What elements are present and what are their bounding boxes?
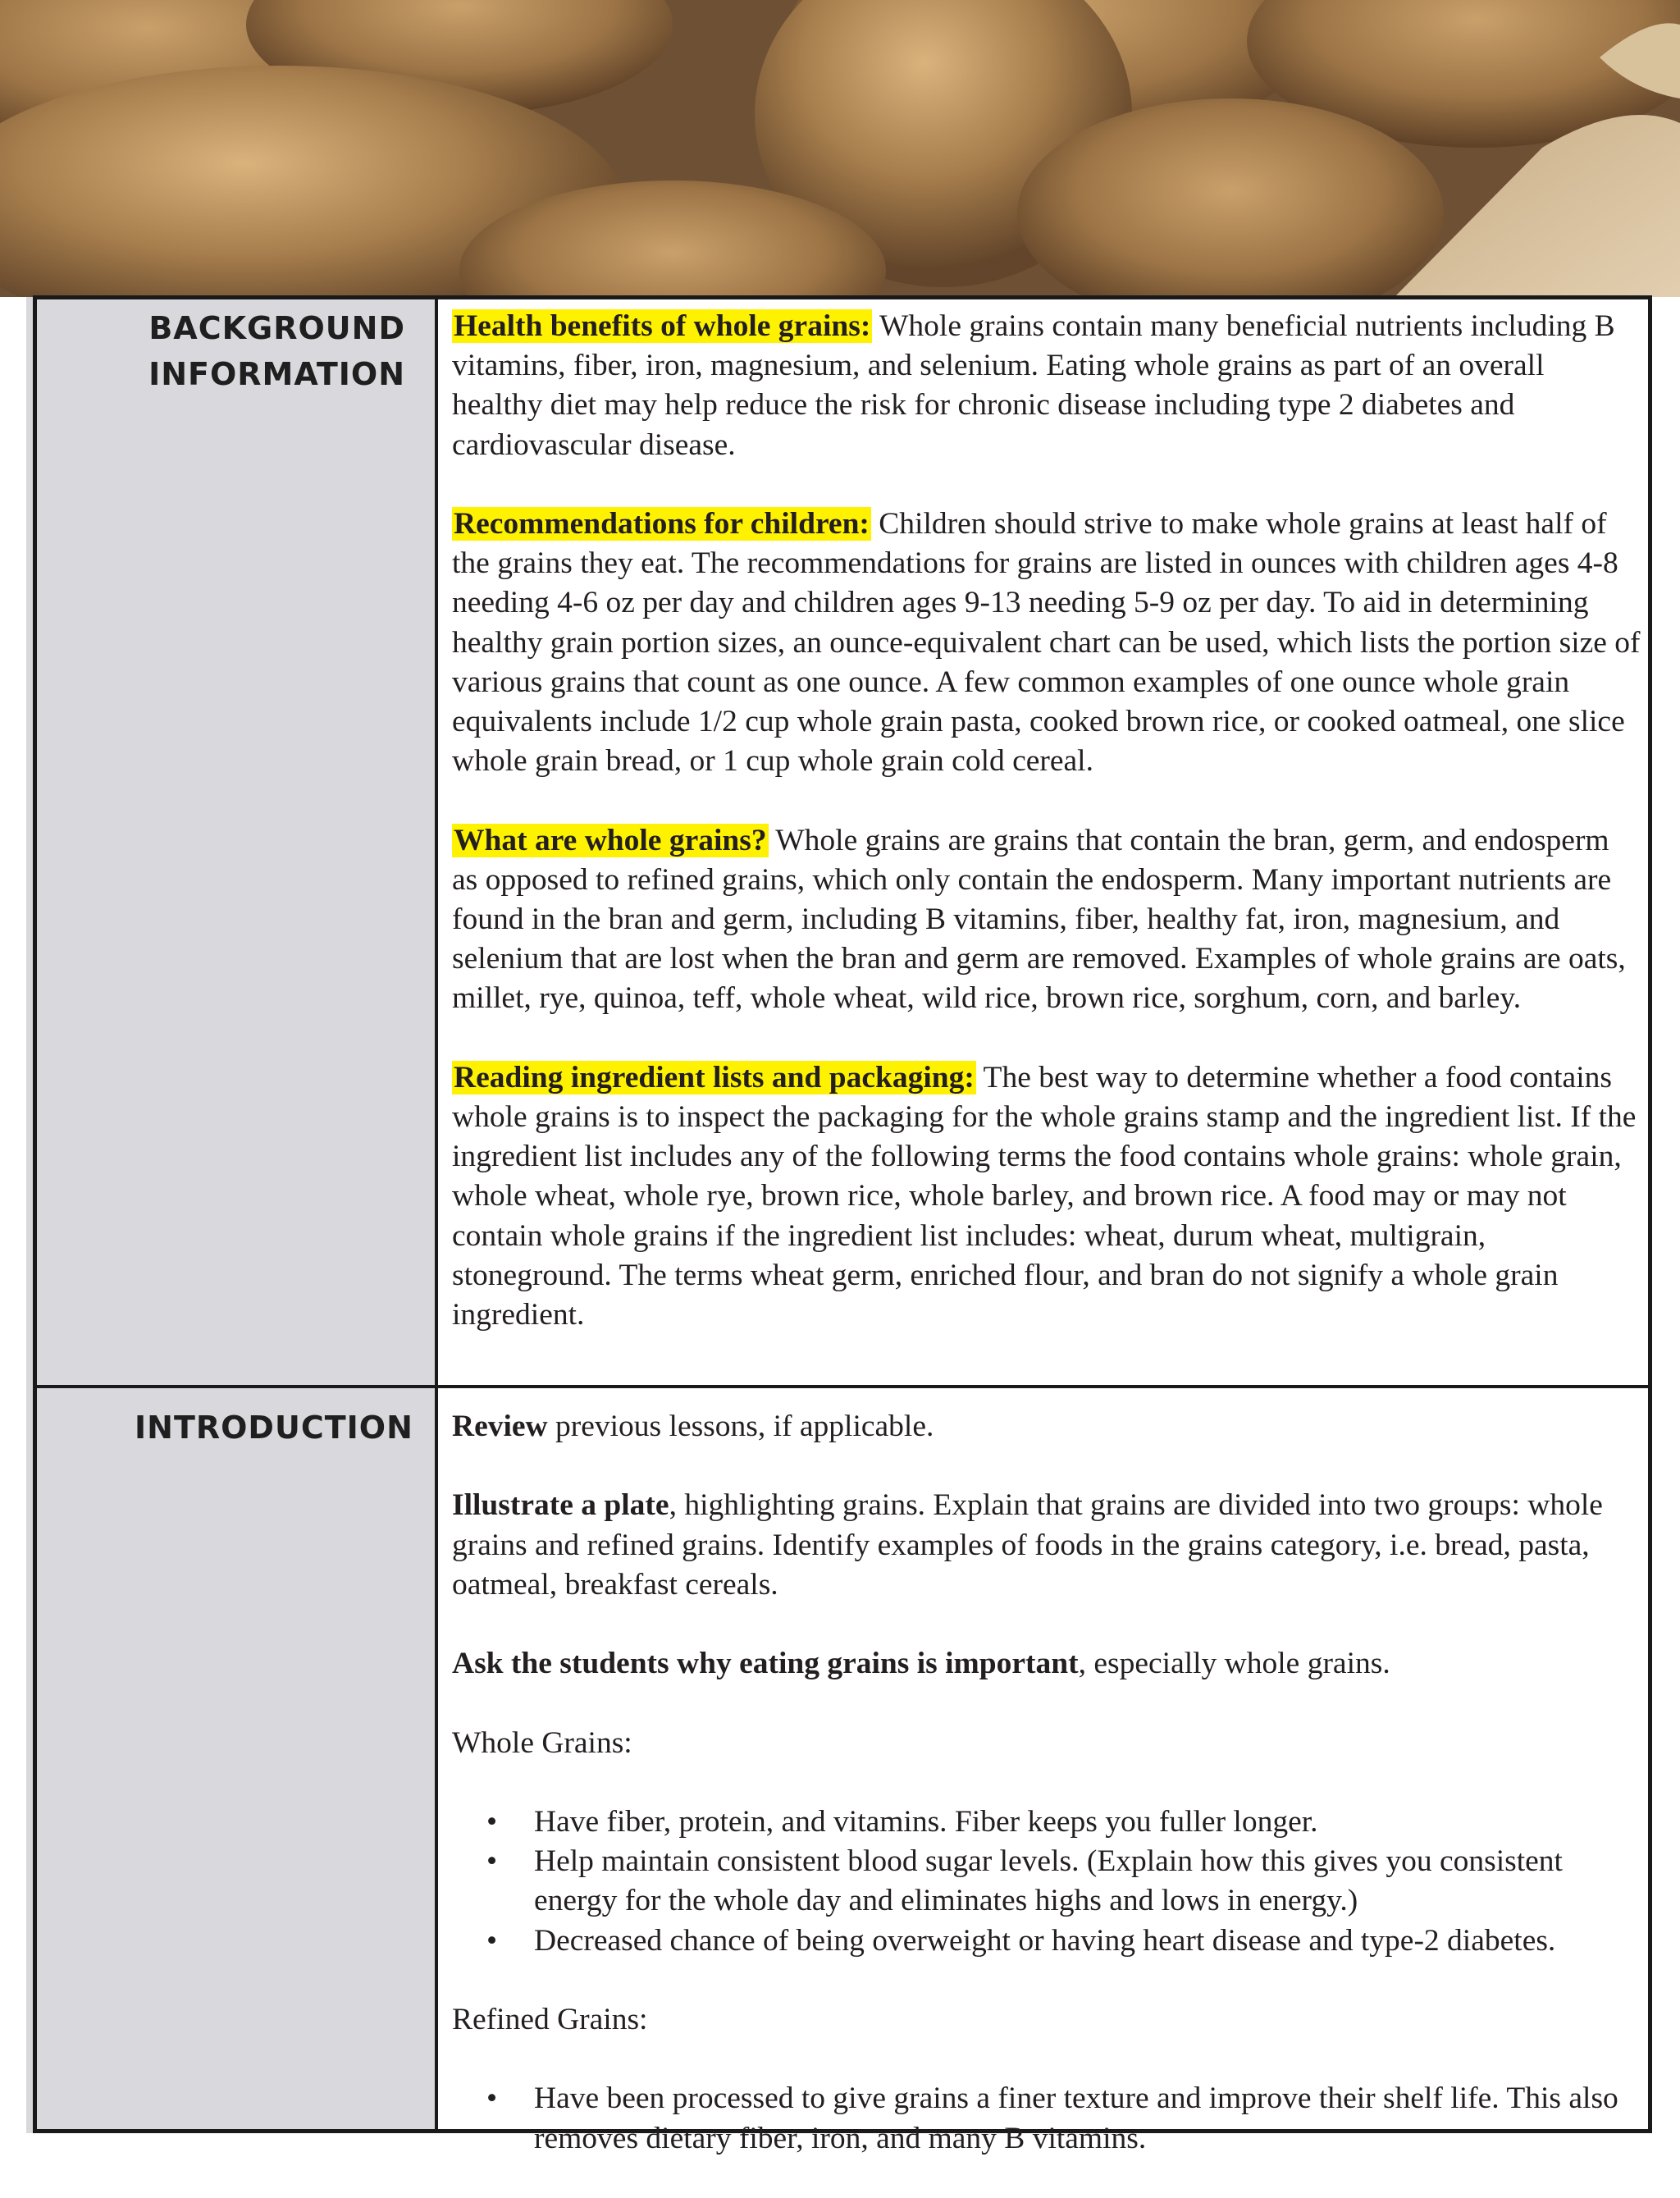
paragraph-text: Whole grains contain many beneficial nutrients including B vitamins, fiber, iron, magnesium, and selenium. Eating whole grains as part of an overall healthy diet may help reduce the risk for chronic disease including type 2 diabetes and cardiovascular disease. [452,309,1615,462]
background-information-content [452,307,1641,1374]
list-item: • Have fiber, protein, and vitamins. Fiber keeps you fuller longer. [534,1803,1641,1842]
row-divider [33,1385,1652,1388]
refined-grains-list [452,2079,1641,2158]
paragraph-text: , especially whole grains. [1078,1647,1390,1681]
label-introduction: INTRODUCTION [135,1410,413,1446]
paragraph-recommendations [452,505,1641,781]
bold-lead: Review [452,1410,548,1443]
highlight-heading: Health benefits of whole grains: [454,309,871,343]
highlight-heading: Reading ingredient lists and packaging: [454,1060,975,1094]
label-line-2: INFORMATION [148,356,405,392]
introduction-label [135,1405,413,1451]
list-item: • Help maintain consistent blood sugar levels. (Explain how this gives you consistent energy for the whole day and eliminates highs and lows in energy.) [534,1842,1641,1921]
bold-lead: Ask the students why eating grains is important [452,1647,1079,1681]
highlight-heading: What are whole grains? [454,823,767,857]
paragraph-what-are-whole-grains [452,821,1641,1019]
background-information-label [135,305,405,397]
header-bread-photo [0,0,1680,297]
introduction-content [452,1407,1641,2198]
label-line-1: BACKGROUND [148,310,405,346]
paragraph-health-benefits [452,307,1641,465]
column-divider [435,295,438,2133]
whole-grains-heading: Whole Grains: [452,1725,632,1760]
paragraph-reading-ingredients [452,1058,1641,1335]
paragraph-text: , highlighting grains. Explain that grains are divided into two groups: whole grains and refined grains. Identify examples of foods in the grains category, i.e. bread, pasta, oatmeal, breakfast cereals. [452,1488,1603,1602]
paragraph-text: The best way to determine whether a food contains whole grains is to inspect the packaging for the whole grains stamp and the ingredient list. If the ingredient list includes any of the following terms the food contains whole grains: whole grain, whole wheat, whole rye, brown rice, whole barley, and brown rice. A food may or may not contain whole grains if the ingredient list includes: wheat, durum wheat, multigrain, stoneground. The terms wheat germ, enriched flour, and bran do not signify a whole grain ingredient. [452,1060,1637,1332]
list-item: • Decreased chance of being overweight or having heart disease and type-2 diabetes. [534,1922,1641,1961]
bread-rolls-illustration [0,0,1680,297]
paragraph-illustrate [452,1486,1641,1605]
paragraph-review [452,1407,1641,1446]
paragraph-text: Whole grains are grains that contain the bran, germ, and endosperm as opposed to refined grains, which only contain the endosperm. Many important nutrients are found in the bran and germ, including B vitamins, fiber, healthy fat, iron, magnesium, and selenium that are lost when the bran and germ are removed. Examples of whole grains are oats, millet, rye, quinoa, teff, whole wheat, wild rice, brown rice, sorghum, corn, and barley. [452,823,1626,1016]
bold-lead: Illustrate a plate [452,1488,669,1523]
highlight-heading: Recommendations for children: [454,507,870,541]
paragraph-text: previous lessons, if applicable. [547,1410,934,1443]
whole-grains-list [452,1803,1641,1961]
paragraph-ask-students [452,1644,1641,1684]
list-item: • Have been processed to give grains a finer texture and improve their shelf life. This also removes dietary fiber, iron, and many B vitamins. [534,2079,1641,2158]
paragraph-text: Children should strive to make whole grains at least half of the grains they eat. The recommendations for grains are listed in ounces with children ages 4-8 needing 4-6 oz per day and children ages 9-13 needing 5-9 oz per day. To aid in determining healthy grain portion sizes, an ounce-equivalent chart can be used, which lists the portion size of various grains that count as one ounce. A few common examples of one ounce whole grain equivalents include 1/2 cup whole grain pasta, cooked brown rice, or cooked oatmeal, one slice whole grain bread, or 1 cup whole grain cold cereal. [452,507,1641,779]
refined-grains-heading: Refined Grains: [452,2002,648,2036]
